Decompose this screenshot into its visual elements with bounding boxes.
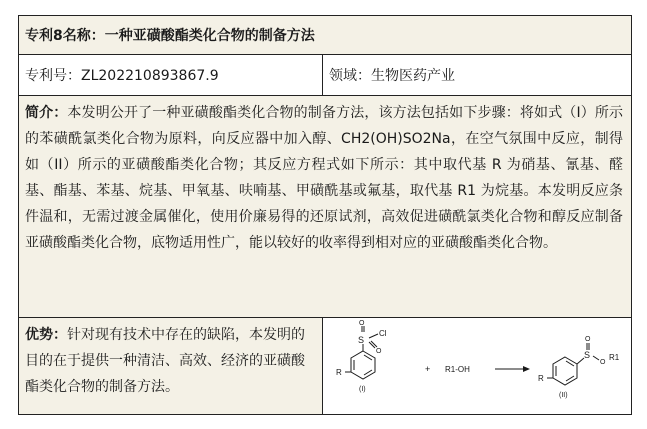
oxygen-atom-2: O	[376, 348, 382, 355]
sulfur-atom-2: S	[584, 350, 591, 360]
patent-number: 专利号：ZL202210893867.9	[19, 55, 323, 95]
reactant-1-label: (I)	[359, 386, 366, 393]
advantage-label: 优势：	[25, 327, 67, 343]
oxygen-atom-1: O	[359, 320, 365, 327]
meta-row	[19, 55, 631, 96]
plus-sign: +	[425, 364, 431, 374]
advantage-section	[19, 318, 323, 414]
oxygen-atom-4: O	[600, 359, 606, 366]
chlorine-atom: Cl	[379, 329, 387, 338]
advantage-text: 针对现有技术中存在的缺陷，本发明的目的在于提供一种清洁、高效、经济的亚磺酸酯类化合物的制备方法。	[25, 327, 305, 395]
reactant-1-structure	[345, 326, 378, 379]
intro-section	[19, 96, 631, 318]
r-group-1: R	[336, 368, 342, 377]
product-label: (II)	[559, 392, 568, 399]
advantage-row	[19, 318, 631, 415]
intro-label: 简介：	[25, 105, 68, 121]
patent-card	[18, 15, 632, 415]
patent-title: 专利8名称：一种亚磺酸酯类化合物的制备方法	[19, 16, 631, 55]
reaction-scheme	[323, 318, 631, 414]
r1-group: R1	[609, 353, 620, 362]
intro-text: 本发明公开了一种亚磺酸酯类化合物的制备方法，该方法包括如下步骤：将如式（I）所示的苯磺酰氯类化合物为原料，向反应器中加入醇、CH2(OH)SO2Na，在空气氛围中反应，制得如（II）所示的亚磺酸酯类化合物；其反应方程式如下所示：其中取代基 R 为硝基、氰基、醛基、酯基、苯基、烷基、甲氧基、呋喃基、甲磺酰基或氟基，取代基 R1 为烷基。本发明反应条件温和，无需过渡金属催化，使用价廉易得的还原试剂，高效促进磺酰氯类化合物和醇反应制备亚磺酸酯类化合物，底物适用性广，能以较好的收率得到相对应的亚磺酸酯类化合物。	[25, 105, 623, 251]
reaction-scheme-svg	[323, 318, 629, 412]
r-group-2: R	[538, 374, 544, 383]
sulfur-atom-1: S	[358, 335, 365, 345]
reaction-arrow	[495, 366, 530, 372]
patent-field: 领域：生物医药产业	[329, 68, 455, 84]
oxygen-atom-3: O	[585, 336, 591, 343]
product-structure	[547, 343, 599, 385]
reactant-2: R1-OH	[445, 365, 470, 374]
